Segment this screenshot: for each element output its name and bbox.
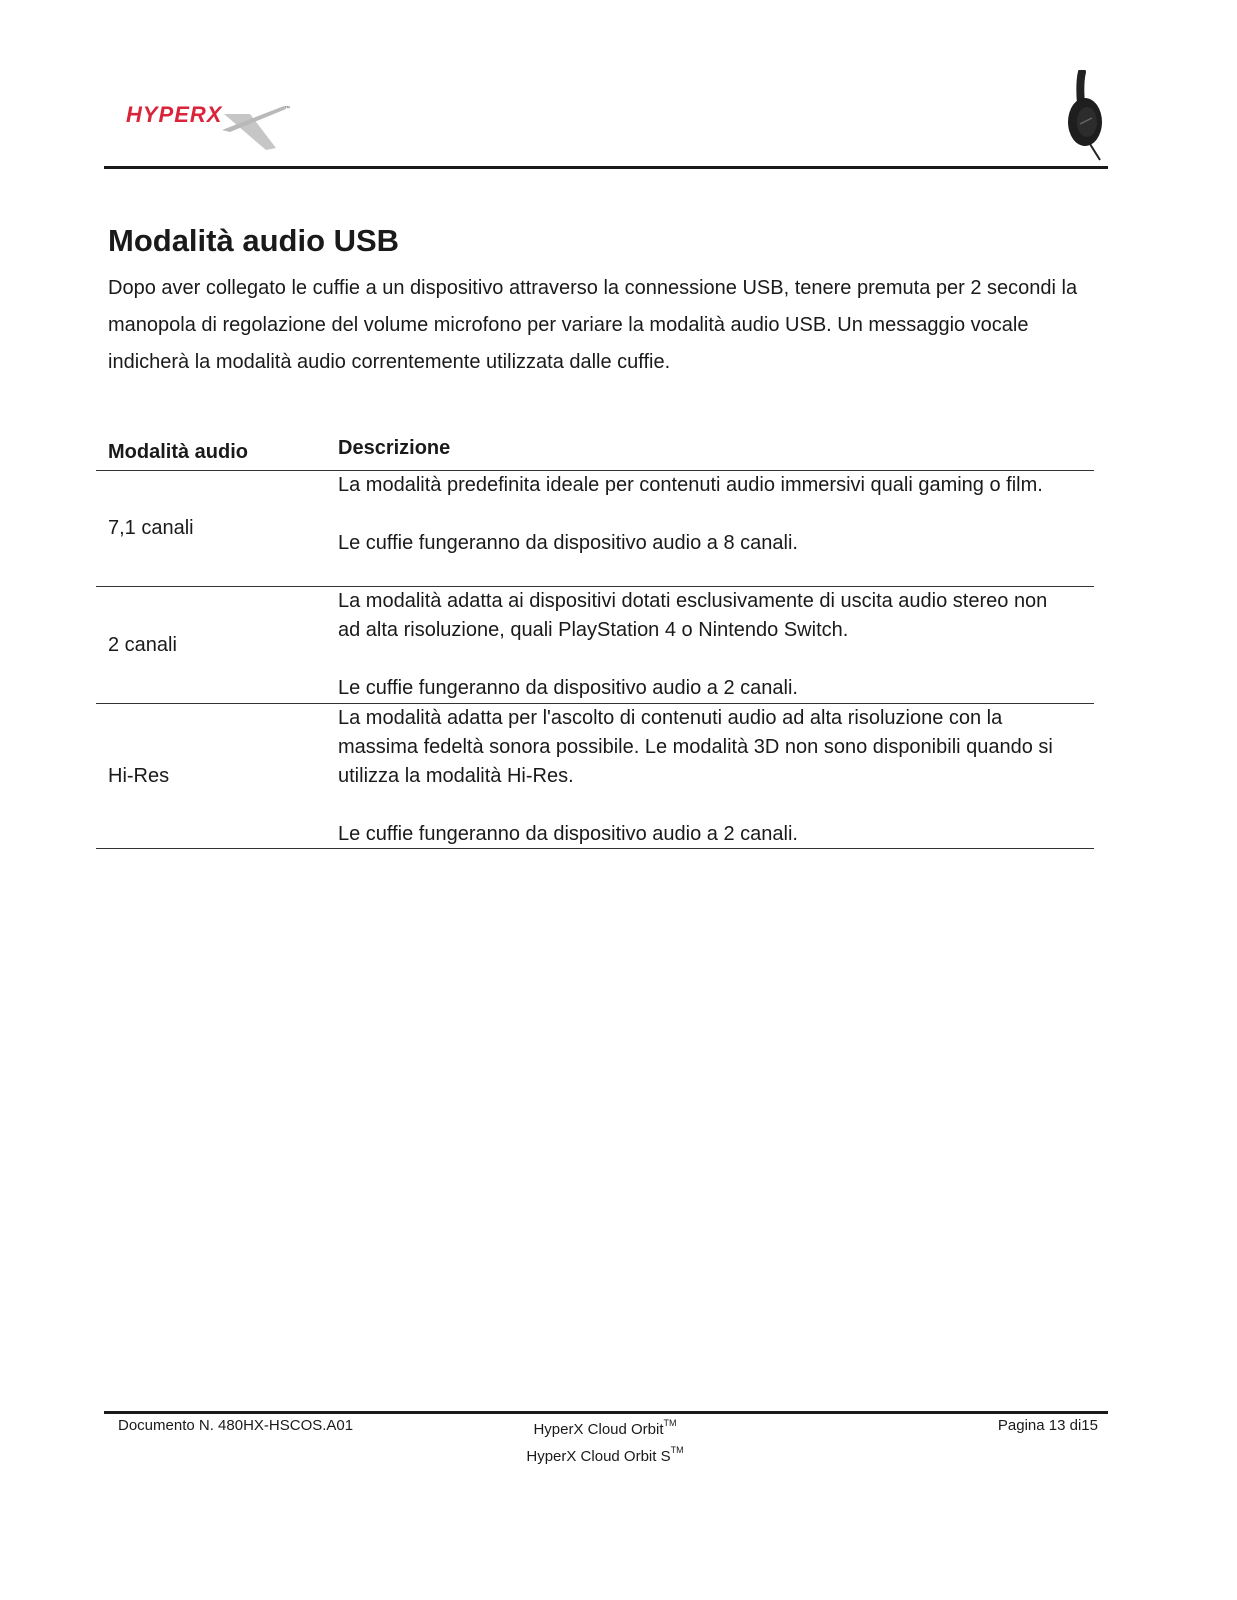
mode-cell: 7,1 canali <box>108 517 194 539</box>
description-note: Le cuffie fungeranno da dispositivo audio a 2 canali. <box>338 823 798 845</box>
description-note: Le cuffie fungeranno da dispositivo audio a 8 canali. <box>338 532 798 554</box>
description-text: La modalità predefinita ideale per contenuti audio immersivi quali gaming o film. <box>338 474 1043 496</box>
header-mode: Modalità audio <box>108 441 248 463</box>
header-description: Descrizione <box>338 437 451 459</box>
product-name: HyperX Cloud Orbit™ HyperX Cloud Orbit S™ <box>526 1418 684 1465</box>
footer-rule <box>104 1411 1108 1414</box>
mode-cell: 2 canali <box>108 633 177 656</box>
description-cell <box>338 704 1094 849</box>
page-title: Modalità audio USB <box>108 223 400 258</box>
description-text: La modalità adatta per l'ascolto di contenuti audio ad alta risoluzione con la massima fedeltà sonora possibile. Le modalità 3D non sono disponibili quando si utilizza la modalità Hi-Res. <box>338 707 1053 787</box>
headset-icon <box>1066 70 1106 164</box>
mode-cell: Hi-Res <box>108 764 170 787</box>
hyperx-logo <box>126 100 296 154</box>
table-row <box>96 471 1094 587</box>
table-header <box>96 428 1094 471</box>
description-text: La modalità adatta ai dispositivi dotati esclusivamente di uscita audio stereo non ad alta risoluzione, quali PlayStation 4 o Nintendo Switch. <box>338 590 1048 641</box>
table-row <box>96 704 1094 849</box>
table-row <box>96 587 1094 704</box>
description-cell <box>338 587 1094 703</box>
description-note: Le cuffie fungeranno da dispositivo audio a 2 canali. <box>338 677 798 699</box>
document-number: Documento N. 480HX-HSCOS.A01 <box>118 1417 354 1434</box>
header-rule <box>104 166 1108 169</box>
intro-paragraph: Dopo aver collegato le cuffie a un dispositivo attraverso la connessione USB, tenere premuta per 2 secondi la manopola di regolazione del volume microfono per variare la modalità audio USB. Un messaggio vocale indicherà la modalità audio correntemente utilizzata dalle cuffie. <box>108 277 1078 373</box>
page-number: Pagina 13 di15 <box>997 1417 1098 1434</box>
svg-text:™: ™ <box>284 106 290 112</box>
logo-text: HYPERX <box>126 102 223 127</box>
audio-modes-table <box>96 428 1094 849</box>
description-cell <box>338 471 1094 558</box>
